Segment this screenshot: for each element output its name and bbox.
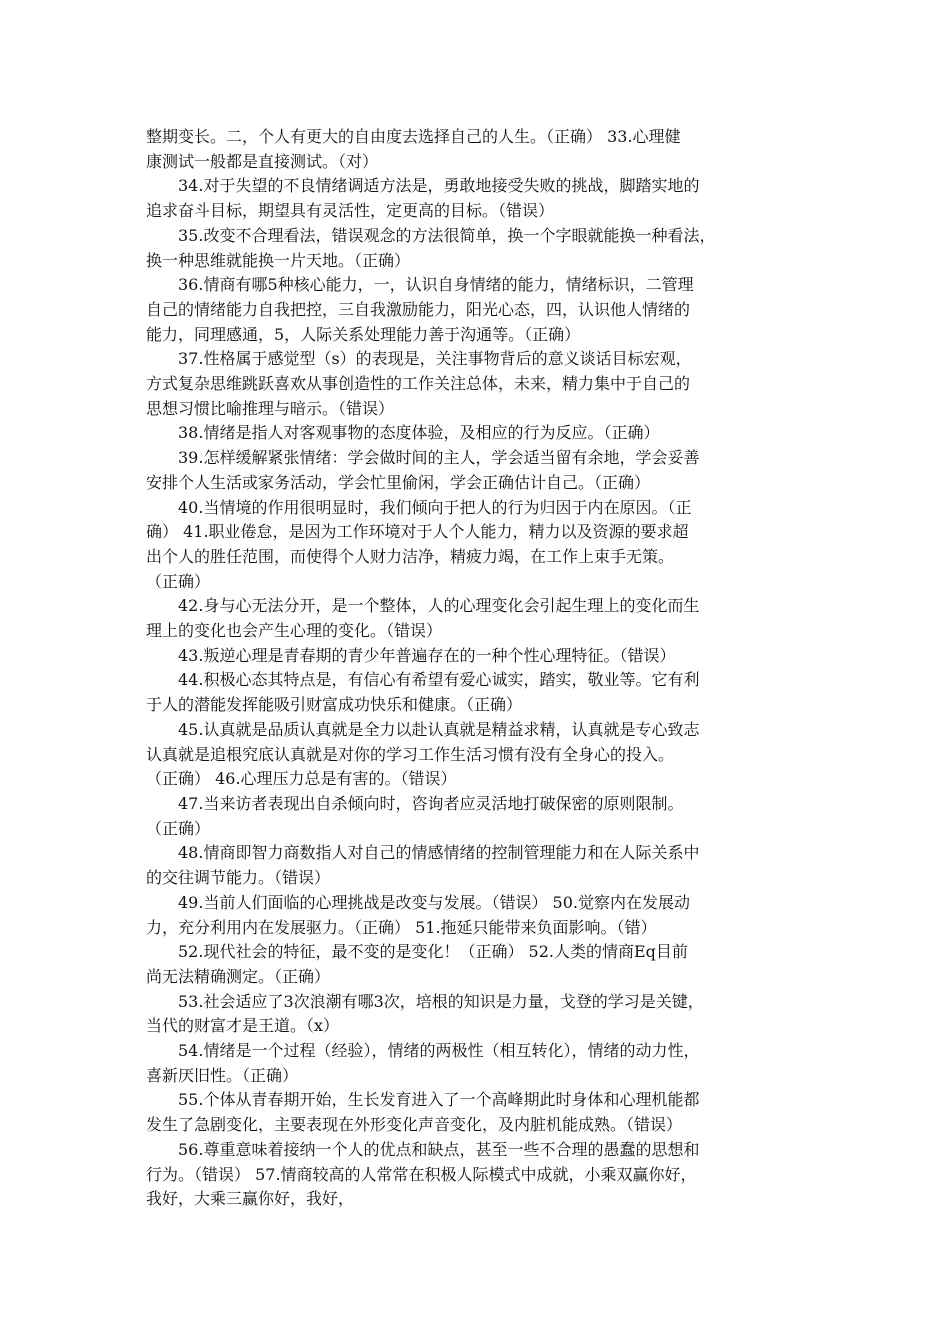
paragraph-q48: 48.情商即智力商数指人对自己的情感情绪的控制管理能力和在人际关系中 的交往调节能力。（错误） xyxy=(146,843,700,888)
paragraph-q37: 37.性格属于感觉型（s）的表现是，关注事物背后的意义谈话目标宏观， 方式复杂思维跳跃喜欢从事创造性的工作关注总体，未来，精力集中于自己的 思想习惯比喻推理与暗示。（错误） xyxy=(146,349,692,418)
paragraph-q39: 39.怎样缓解紧张情绪：学会做时间的主人，学会适当留有余地，学会妥善 安排个人生活或家务活动，学会忙里偷闲，学会正确估计自己。（正确） xyxy=(146,448,700,492)
paragraph-q36: 36.情商有哪5种核心能力，一，认识自身情绪的能力，情绪标识，二管理 自己的情绪能力自我把控，三自我激励能力，阳光心态，四，认识他人情绪的 能力，同理感通，5，人际关系处理能力善于沟通等。（正确） xyxy=(146,275,694,344)
paragraph-q47: 47.当来访者表现出自杀倾向时，咨询者应灵活地打破保密的原则限制。 （正确） xyxy=(146,793,684,838)
paragraph-q53: 53.社会适应了3次浪潮有哪3次，培根的知识是力量，戈登的学习是关键， 当代的财富才是王道。（x） xyxy=(146,991,704,1036)
paragraph-q32-33: 整期变长。二，个人有更大的自由度去选择自己的人生。（正确） 33.心理健 康测试一般都是直接测试。（对） xyxy=(146,127,681,171)
paragraph-q38: 38.情绪是指人对客观事物的态度体验，及相应的行为反应。（正确） xyxy=(146,423,660,443)
paragraph-q52: 52.现代社会的特征，最不变的是变化！（正确） 52.人类的情商Eq目前 尚无法精确测定。（正确） xyxy=(146,942,688,986)
paragraph-q56-57: 56.尊重意味着接纳一个人的优点和缺点，甚至一些不合理的愚蠢的思想和 行为。（错误） 57.情商较高的人常常在积极人际模式中成就，小乘双赢你好， 我好，大乘三赢你好，我好， xyxy=(146,1139,700,1209)
paragraph-q43: 43.叛逆心理是青春期的青少年普遍存在的一种个性心理特征。（错误） xyxy=(146,645,676,665)
paragraph-q40-41: 40.当情境的作用很明显时，我们倾向于把人的行为归因于内在原因。（正 确） 41.职业倦怠，是因为工作环境对于人个人能力，精力以及资源的要求超 出个人的胜任范围，而使得个人财力洁净，精疲力竭，在工作上束手无策。 （正确） xyxy=(146,497,692,591)
document-page xyxy=(146,125,812,1212)
paragraph-q55: 55.个体从青春期开始，生长发育进入了一个高峰期此时身体和心理机能都 发生了急剧变化，主要表现在外形变化声音变化，及内脏机能成熟。（错误） xyxy=(146,1090,700,1135)
paragraph-q45-46: 45.认真就是品质认真就是全力以赴认真就是精益求精，认真就是专心致志 认真就是追根究底认真就是对你的学习工作生活习惯有没有全身心的投入。 （正确） 46.心理压力总是有害的。（错误） xyxy=(146,719,700,789)
paragraph-q49-51: 49.当前人们面临的心理挑战是改变与发展。（错误） 50.觉察内在发展动 力，充分利用内在发展驱力。（正确） 51.拖延只能带来负面影响。（错） xyxy=(146,892,690,937)
paragraph-q34: 34.对于失望的不良情绪调适方法是，勇敢地接受失败的挑战，脚踏实地的 追求奋斗目标，期望具有灵活性，定更高的目标。（错误） xyxy=(146,176,700,221)
paragraph-q54: 54.情绪是一个过程（经验），情绪的两极性（相互转化），情绪的动力性， 喜新厌旧性。（正确） xyxy=(146,1041,700,1085)
paragraph-q35: 35.改变不合理看法，错误观念的方法很简单，换一个字眼就能换一种看法， 换一种思维就能换一片天地。（正确） xyxy=(146,225,716,270)
paragraph-q44: 44.积极心态其特点是，有信心有希望有爱心诚实，踏实，敬业等。它有利 于人的潜能发挥能吸引财富成功快乐和健康。（正确） xyxy=(146,670,700,715)
paragraph-q42: 42.身与心无法分开，是一个整体，人的心理变化会引起生理上的变化而生 理上的变化也会产生心理的变化。（错误） xyxy=(146,596,700,641)
